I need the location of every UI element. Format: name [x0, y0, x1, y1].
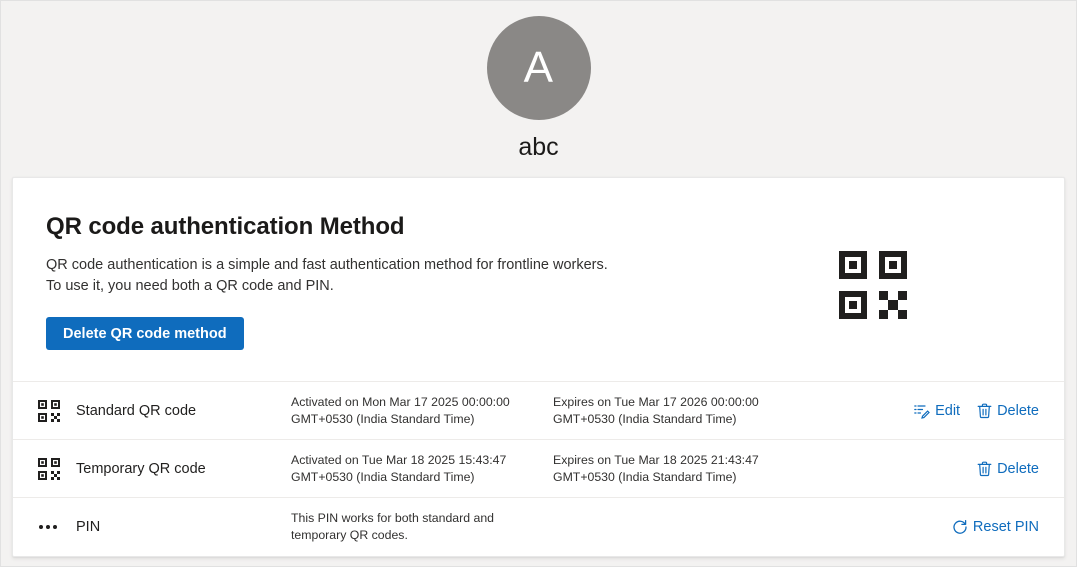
row-expires — [553, 452, 815, 486]
delete-label: Delete — [997, 402, 1039, 419]
method-rows — [13, 381, 1064, 556]
profile-header — [1, 1, 1076, 173]
row-expires-line1: Expires on Tue Mar 18 2025 21:43:47 — [553, 452, 759, 467]
table-row — [13, 382, 1064, 440]
edit-icon — [914, 403, 930, 419]
row-activated-line1: Activated on Tue Mar 18 2025 15:43:47 — [291, 452, 507, 467]
profile-name: abc — [518, 133, 559, 161]
card-description-line2: To use it, you need both a QR code and PIN. — [46, 278, 334, 294]
row-activated-line2: GMT+0530 (India Standard Time) — [291, 411, 475, 426]
reset-pin-button[interactable] — [952, 519, 1039, 535]
card-header-section — [13, 178, 1064, 381]
row-expires — [553, 394, 815, 428]
qr-method-card — [12, 177, 1065, 557]
row-info-line2: temporary QR codes. — [291, 528, 408, 542]
row-expires-line2: GMT+0530 (India Standard Time) — [553, 411, 737, 426]
row-actions — [914, 403, 1044, 419]
card-description — [46, 255, 766, 297]
trash-icon — [977, 403, 992, 419]
row-activated — [291, 452, 553, 486]
qr-code-icon — [38, 400, 76, 422]
row-label: Standard QR code — [76, 402, 197, 419]
more-dots-icon — [38, 525, 76, 529]
edit-standard-qr-button[interactable] — [914, 403, 960, 419]
delete-standard-qr-button[interactable] — [977, 403, 1039, 419]
trash-icon — [977, 461, 992, 477]
row-info-line1: This PIN works for both standard and — [291, 511, 494, 525]
delete-temporary-qr-button[interactable] — [977, 461, 1039, 477]
row-actions — [952, 519, 1044, 535]
row-info — [291, 510, 553, 544]
row-actions — [977, 461, 1044, 477]
row-expires-line1: Expires on Tue Mar 17 2026 00:00:00 — [553, 394, 759, 409]
delete-qr-method-button[interactable]: Delete QR code method — [46, 317, 244, 350]
table-row — [13, 440, 1064, 498]
refresh-icon — [952, 519, 968, 535]
qr-code-icon — [839, 251, 907, 319]
reset-pin-label: Reset PIN — [972, 519, 1039, 535]
delete-label: Delete — [997, 460, 1039, 477]
row-label: Temporary QR code — [76, 460, 206, 477]
qr-code-icon — [38, 458, 76, 480]
row-activated-line1: Activated on Mon Mar 17 2025 00:00:00 — [291, 394, 510, 409]
row-activated — [291, 394, 553, 428]
row-activated-line2: GMT+0530 (India Standard Time) — [291, 469, 475, 484]
row-label: PIN — [76, 519, 101, 535]
dots-glyph — [38, 525, 57, 529]
avatar: A — [487, 16, 591, 120]
edit-label: Edit — [935, 402, 961, 419]
row-expires-line2: GMT+0530 (India Standard Time) — [553, 469, 737, 484]
card-description-line1: QR code authentication is a simple and fast authentication method for frontline workers. — [46, 257, 608, 273]
table-row — [13, 498, 1064, 556]
page-title: QR code authentication Method — [46, 213, 405, 240]
